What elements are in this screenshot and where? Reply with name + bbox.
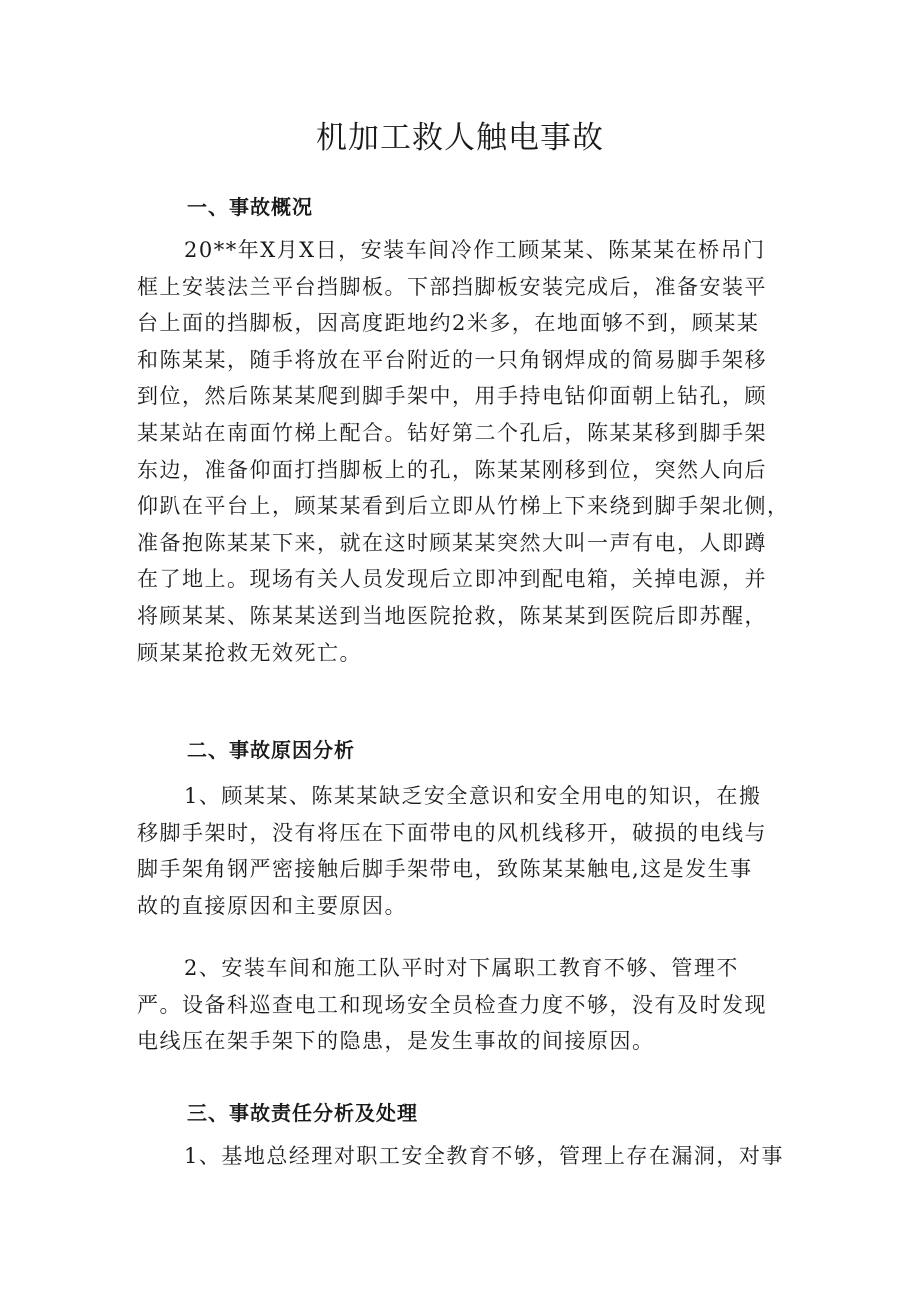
paragraph-line: 2、安装车间和施工队平时对下属职工教育不够、管理不 xyxy=(184,956,739,980)
paragraph-line: 将顾某某、陈某某送到当地医院抢救，陈某某到医院后即苏醒， xyxy=(137,603,767,628)
paragraph-line: 移脚手架时，没有将压在下面带电的风机线移开，破损的电线与 xyxy=(137,820,767,845)
section-heading-cause-analysis: 二、事故原因分析 xyxy=(187,738,355,762)
paragraph-line: 20**年Ⅹ月Ⅹ日，安装车间冷作工顾某某、陈某某在桥吊门 xyxy=(184,238,766,262)
paragraph-overview xyxy=(137,232,797,671)
paragraph-line: 准备抱陈某某下来，就在这时顾某某突然大叫一声有电，人即蹲 xyxy=(137,530,767,555)
paragraph-cause-2 xyxy=(137,950,797,1060)
paragraph-line: 某某站在南面竹梯上配合。钻好第二个孔后，陈某某移到脚手架 xyxy=(137,420,767,445)
paragraph-line: 台上面的挡脚板，因高度距地约2米多，在地面够不到，顾某某 xyxy=(137,311,760,336)
paragraph-line: 1、基地总经理对职工安全教育不够，管理上存在漏洞，对事 xyxy=(184,1144,784,1168)
paragraph-line: 电线压在架手架下的隐患，是发生事故的间接原因。 xyxy=(137,1029,655,1054)
paragraph-line: 故的直接原因和主要原因。 xyxy=(137,893,407,918)
paragraph-line: 仰趴在平台上，顾某某看到后立即从竹梯上下来绕到脚手架北侧， xyxy=(137,494,790,519)
section-heading-responsibility: 三、事故责任分析及处理 xyxy=(187,1101,418,1125)
paragraph-line: 严。设备科巡查电工和现场安全员检查力度不够，没有及时发现 xyxy=(137,992,767,1017)
paragraph-line: 顾某某抢救无效死亡。 xyxy=(137,640,362,665)
paragraph-line: 和陈某某，随手将放在平台附近的一只角钢焊成的简易脚手架移 xyxy=(137,347,767,372)
document-title: 机加工救人触电事故 xyxy=(316,120,604,156)
paragraph-line: 到位，然后陈某某爬到脚手架中，用手持电钻仰面朝上钻孔，顾 xyxy=(137,384,767,409)
paragraph-line: 在了地上。现场有关人员发现后立即冲到配电箱，关掉电源，并 xyxy=(137,567,767,592)
paragraph-line: 脚手架角钢严密接触后脚手架带电，致陈某某触电,这是发生事 xyxy=(137,857,753,882)
paragraph-cause-1 xyxy=(137,778,797,924)
section-heading-overview: 一、事故概况 xyxy=(187,195,313,219)
paragraph-line: 框上安装法兰平台挡脚板。下部挡脚板安装完成后，准备安装平 xyxy=(137,274,767,299)
paragraph-line: 东边，准备仰面打挡脚板上的孔，陈某某刚移到位，突然人向后 xyxy=(137,457,767,482)
paragraph-line: 1、顾某某、陈某某缺乏安全意识和安全用电的知识，在搬 xyxy=(184,784,762,808)
paragraph-responsibility-1 xyxy=(137,1138,797,1175)
